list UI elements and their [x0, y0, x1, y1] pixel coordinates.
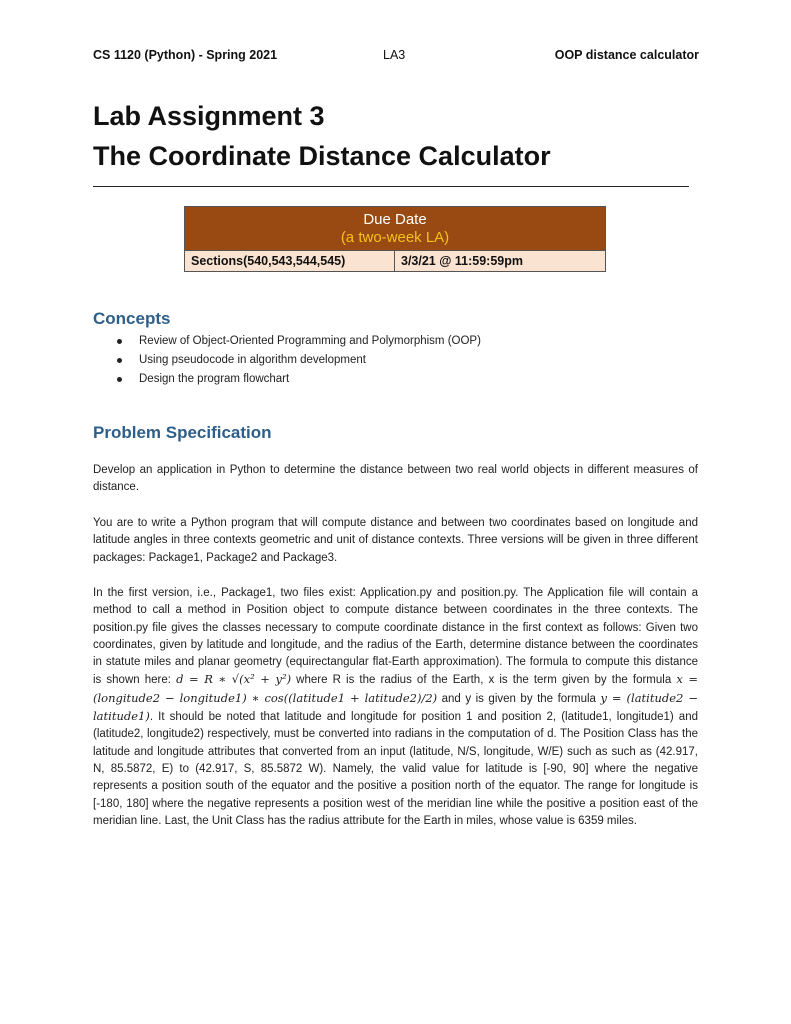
list-item: Design the program flowchart — [93, 370, 481, 389]
topic-label: OOP distance calculator — [554, 48, 699, 62]
page-header — [93, 48, 699, 66]
list-item: Review of Object-Oriented Programming and Polymorphism (OOP) — [93, 332, 481, 351]
due-date-heading: Due Date — [363, 210, 427, 228]
paragraph-text: . It should be noted that latitude and longitude for position 1 and position 2, (latitude1, longitude1) and (latitude2, longitude2) respectively, must be converted into radians in the computation of d. The Position Class has the latitude and longitude attributes that converted from an input (latitude, N/S, longitude, W/E) such as such as (42.917, N, 85.5872, E) to (42.917, S, 85.5872 W). Namely, the valid value for latitude is [-90, 90] where the negative represents a position south of the equator and the positive a position north of the equator. The range for longitude is [-180, 180] where the negative represents a position west of the meridian line while the positive a position east of the meridian line. Last, the Unit Class has the radius attribute for the Earth in miles, whose value is 6359 miles. — [93, 711, 698, 827]
title-line-2: The Coordinate Distance Calculator — [93, 141, 551, 171]
due-value-cell: 3/3/21 @ 11:59:59pm — [395, 251, 606, 272]
problem-paragraph-3 — [93, 585, 698, 830]
due-date-row — [185, 251, 606, 272]
concepts-list — [93, 332, 481, 389]
due-date-header — [185, 207, 606, 251]
due-date-subheading: (a two-week LA) — [340, 228, 450, 246]
problem-paragraph-1: Develop an application in Python to determine the distance between two real world objects in different measures of distance. — [93, 464, 698, 494]
page-title — [93, 96, 551, 176]
sections-cell: Sections(540,543,544,545) — [185, 251, 395, 272]
paragraph-text: In the first version, i.e., Package1, two files exist: Application.py and position.py. The Application file will contain a method to call a method in Position object to compute distance between coordinates in the three contexts. The position.py file gives the classes necessary to compute coordinate distance in the first context as follows: Given two coordinates, given by latitude and longitude, and the radius of the Earth, determine distance between the coordinates in statute miles and planar geometry (equirectangular flat-Earth approximation). The formula to compute this distance is shown here: — [93, 587, 698, 687]
paragraph-text: and y is given by the formula — [437, 692, 601, 705]
concepts-heading: Concepts — [93, 309, 171, 328]
due-date-table — [184, 206, 606, 272]
course-label: CS 1120 (Python) - Spring 2021 — [93, 48, 278, 62]
lab-code: LA3 — [383, 48, 406, 62]
y-formula: y = (latitude2 − latitude1) — [93, 690, 698, 724]
problem-paragraph-2: You are to write a Python program that will compute distance and between two coordinates based on longitude and latitude angles in three contexts geometric and unit of distance contexts. Three versions will be given in three different packages: Package1, Package2 and Package3. — [93, 517, 698, 564]
distance-formula: d = R ∗ √(x² + y²) — [176, 672, 292, 687]
title-line-1: Lab Assignment 3 — [93, 101, 325, 131]
list-item: Using pseudocode in algorithm development — [93, 351, 481, 370]
x-formula: x = (longitude2 − longitude1) ∗ cos((latitude1 + latitude2)/2) — [93, 672, 699, 705]
title-divider — [93, 186, 689, 187]
paragraph-text: where R is the radius of the Earth, x is the term given by the formula — [291, 674, 677, 687]
problem-spec-heading: Problem Specification — [93, 423, 272, 442]
